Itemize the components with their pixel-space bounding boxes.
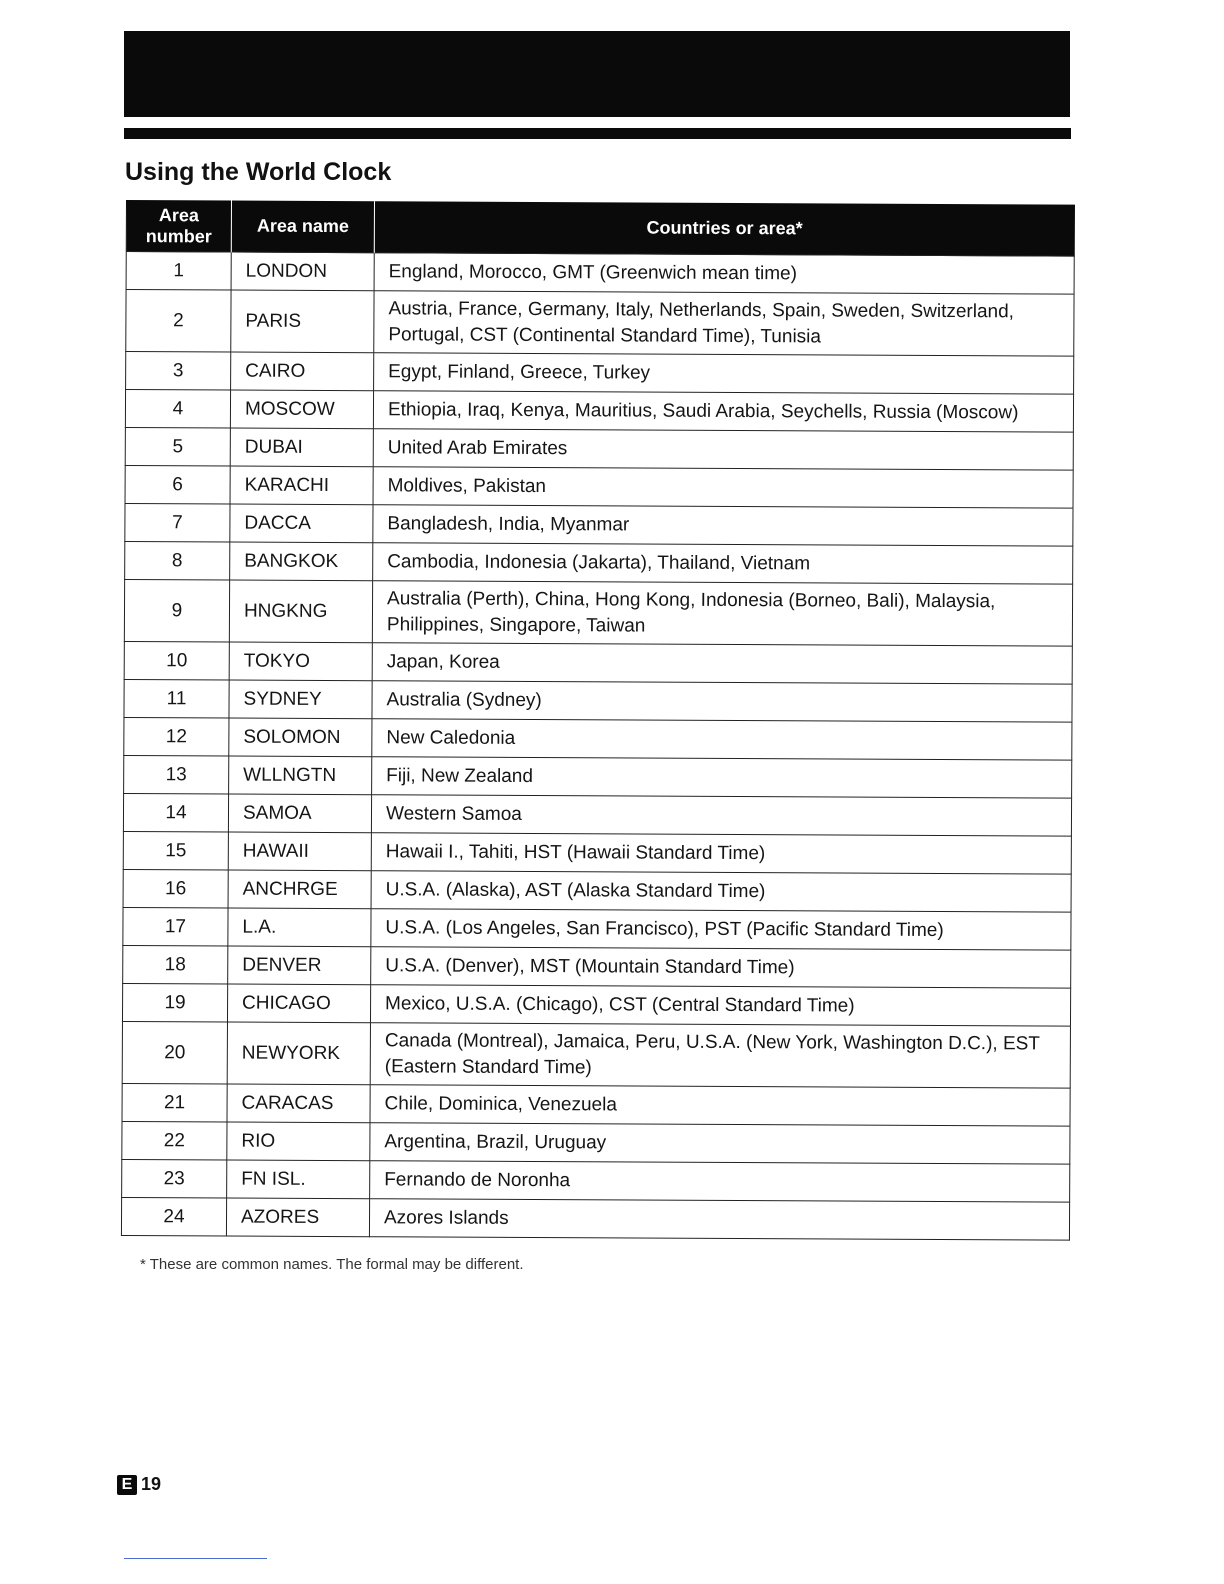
table-row [122,1121,1070,1164]
area-name-cell: KARACHI [230,466,373,505]
area-number-cell: 7 [125,503,230,542]
area-name-cell: MOSCOW [230,390,373,429]
page-number: 19 [141,1474,162,1494]
table-row [125,427,1073,470]
area-name-cell: CHICAGO [227,984,370,1023]
table-row [124,641,1072,684]
table-row [123,831,1071,874]
countries-cell: Mexico, U.S.A. (Chicago), CST (Central Standard Time) [370,985,1070,1026]
area-name-cell: HNGKNG [229,580,372,643]
area-name-cell: TOKYO [229,642,372,681]
table-row [122,1083,1070,1126]
header-area-number: Area number [126,200,231,252]
area-name-cell: DENVER [228,946,371,985]
bottom-divider [124,1558,267,1559]
area-name-cell: AZORES [226,1198,369,1237]
section-title: Using the World Clock [125,158,392,186]
countries-cell: Bangladesh, India, Myanmar [373,505,1073,546]
area-number-cell: 19 [122,983,227,1022]
table-row [125,541,1073,584]
countries-cell: Japan, Korea [372,643,1072,684]
area-name-cell: CARACAS [227,1084,370,1123]
area-number-cell: 17 [123,907,228,946]
area-number-cell: 18 [123,945,228,984]
countries-cell: Egypt, Finland, Greece, Turkey [374,353,1074,394]
countries-cell: Hawaii I., Tahiti, HST (Hawaii Standard Time) [371,833,1071,874]
area-name-cell: SAMOA [228,794,371,833]
area-name-cell: RIO [227,1122,370,1161]
table-row [122,1021,1070,1088]
countries-cell: U.S.A. (Los Angeles, San Francisco), PST (Pacific Standard Time) [371,909,1071,950]
countries-cell: Chile, Dominica, Venezuela [370,1085,1070,1126]
table-row [124,755,1072,798]
countries-cell: Ethiopia, Iraq, Kenya, Mauritius, Saudi Arabia, Seychells, Russia (Moscow) [373,391,1073,432]
countries-cell: Austria, France, Germany, Italy, Netherlands, Spain, Sweden, Switzerland, Portugal, CST (Continental Standard Time), Tunisia [374,291,1074,356]
table-row [122,1159,1070,1202]
area-number-cell: 22 [122,1121,227,1160]
area-number-cell: 16 [123,869,228,908]
area-name-cell: SOLOMON [229,718,372,757]
table-row [122,983,1070,1026]
table-row [124,579,1072,646]
footnote: * These are common names. The formal may be different. [140,1256,524,1273]
area-number-cell: 8 [125,541,230,580]
countries-cell: New Caledonia [372,719,1072,760]
table-row [124,717,1072,760]
header-countries: Countries or area* [374,201,1074,256]
area-number-cell: 2 [126,290,231,353]
area-number-cell: 6 [125,465,230,504]
countries-cell: Fernando de Noronha [370,1161,1070,1202]
area-number-cell: 13 [124,755,229,794]
table-row [126,290,1074,357]
world-clock-table-container [121,200,1076,1241]
area-number-cell: 9 [124,579,229,642]
countries-cell: United Arab Emirates [373,429,1073,470]
table-row [123,793,1071,836]
header-area-name: Area name [231,201,374,253]
header-band [124,31,1070,117]
area-number-cell: 12 [124,717,229,756]
area-name-cell: LONDON [231,252,374,291]
area-name-cell: CAIRO [231,352,374,391]
countries-cell: Western Samoa [371,795,1071,836]
page-marker [117,1474,161,1495]
header-rule [124,128,1071,139]
countries-cell: Australia (Perth), China, Hong Kong, Indonesia (Borneo, Bali), Malaysia, Philippines, Singapore, Taiwan [372,581,1072,646]
area-number-cell: 15 [123,831,228,870]
table-row [124,679,1072,722]
countries-cell: U.S.A. (Alaska), AST (Alaska Standard Time) [371,871,1071,912]
table-row [125,503,1073,546]
area-number-cell: 14 [123,793,228,832]
countries-cell: Canada (Montreal), Jamaica, Peru, U.S.A. (New York, Washington D.C.), EST (Eastern Standard Time) [370,1023,1070,1088]
area-name-cell: NEWYORK [227,1022,370,1085]
table-body [121,252,1074,1241]
area-name-cell: PARIS [231,290,374,353]
table-header-row [126,200,1074,256]
area-name-cell: WLLNGTN [229,756,372,795]
countries-cell: Fiji, New Zealand [372,757,1072,798]
area-number-cell: 10 [124,641,229,680]
countries-cell: Moldives, Pakistan [373,467,1073,508]
area-name-cell: ANCHRGE [228,870,371,909]
countries-cell: U.S.A. (Denver), MST (Mountain Standard Time) [371,947,1071,988]
area-number-cell: 23 [122,1159,227,1198]
table-row [126,252,1074,295]
countries-cell: Australia (Sydney) [372,681,1072,722]
countries-cell: Argentina, Brazil, Uruguay [370,1123,1070,1164]
table-row [126,352,1074,395]
world-clock-table [121,200,1075,1241]
countries-cell: Azores Islands [369,1199,1069,1240]
table-row [123,869,1071,912]
area-number-cell: 11 [124,679,229,718]
area-number-cell: 24 [121,1197,226,1236]
table-row [123,907,1071,950]
area-number-cell: 20 [122,1021,227,1084]
language-badge: E [117,1475,137,1495]
area-name-cell: DACCA [230,504,373,543]
countries-cell: England, Morocco, GMT (Greenwich mean time) [374,253,1074,294]
area-number-cell: 3 [126,352,231,391]
area-name-cell: DUBAI [230,428,373,467]
area-name-cell: L.A. [228,908,371,947]
countries-cell: Cambodia, Indonesia (Jakarta), Thailand, Vietnam [373,543,1073,584]
table-row [123,945,1071,988]
table-row [125,390,1073,433]
area-name-cell: SYDNEY [229,680,372,719]
area-number-cell: 21 [122,1083,227,1122]
area-number-cell: 1 [126,252,231,291]
area-name-cell: HAWAII [228,832,371,871]
area-number-cell: 4 [125,390,230,429]
area-name-cell: BANGKOK [230,542,373,581]
table-row [121,1197,1069,1240]
area-number-cell: 5 [125,427,230,466]
area-name-cell: FN ISL. [227,1160,370,1199]
table-row [125,465,1073,508]
